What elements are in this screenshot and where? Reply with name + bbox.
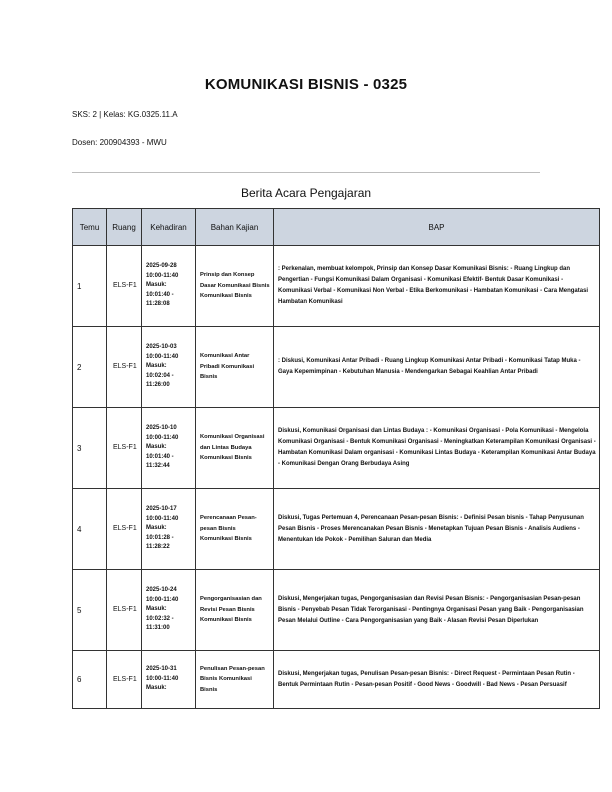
cell-kehadiran: 2025-10-03 10:00-11:40 Masuk: 10:02:04 - 11:26:00 bbox=[142, 327, 196, 408]
cell-bahan-kajian: Penulisan Pesan-pesan Bisnis Komunikasi Bisnis bbox=[196, 651, 274, 709]
cell-ruang: ELS-F1 bbox=[107, 408, 142, 489]
table-row bbox=[73, 327, 600, 408]
cell-bap: : Perkenalan, membuat kelompok, Prinsip dan Konsep Dasar Komunikasi Bisnis: - Ruang Lingkup dan Pengertian - Fungsi Komunikasi Dalam Organisasi - Komunikasi Efektif- Bentuk Dasar Komunikasi - Komunikasi Verbal - Komunikasi Non Verbal - Etika Berkomunikasi - Hambatan Komunikasi - Cara Mengatasi Hambatan Komunikasi bbox=[274, 246, 600, 327]
cell-bap: Diskusi, Mengerjakan tugas, Pengorganisasian dan Revisi Pesan Bisnis: - Pengorganisasian Pesan-pesan Bisnis - Penyebab Pesan Tidak Terorganisasi - Pentingnya Organisasi Pesan yang Baik - Pengorganisasian Pesan Melalui Outline - Cara Pengorganisasian yang Baik - Alasan Revisi Pesan Diperlukan bbox=[274, 570, 600, 651]
cell-bahan-kajian: Perencanaan Pesan-pesan Bisnis Komunikasi Bisnis bbox=[196, 489, 274, 570]
cell-temu: 1 bbox=[73, 246, 107, 327]
cell-bahan-kajian: Prinsip dan Konsep Dasar Komunikasi Bisnis Komunikasi Bisnis bbox=[196, 246, 274, 327]
cell-temu: 6 bbox=[73, 651, 107, 709]
column-header-ruang: Ruang bbox=[107, 209, 142, 246]
cell-bap: Diskusi, Mengerjakan tugas, Penulisan Pesan-pesan Bisnis: - Direct Request - Permintaan Pesan Rutin - Bentuk Permintaan Rutin - Pesan-pesan Positif - Good News - Goodwill - Bad News - Pesan Persuasif bbox=[274, 651, 600, 709]
table-row bbox=[73, 570, 600, 651]
cell-temu: 2 bbox=[73, 327, 107, 408]
bap-table bbox=[72, 208, 600, 709]
cell-bahan-kajian: Komunikasi Organisasi dan Lintas Budaya Komunikasi Bisnis bbox=[196, 408, 274, 489]
cell-bap: Diskusi, Komunikasi Organisasi dan Lintas Budaya : - Komunikasi Organisasi - Pola Komunikasi - Mengelola Komunikasi Organisasi - Bentuk Komunikasi Organisasi - Meningkatkan Keterampilan Komunikasi Organisasi - Hambatan Komunikasi Dalam organisasi - Komunikasi Lintas Budaya - Keterampilan Komunikasi Antar Budaya - Komunikasi Dengan Orang Berbudaya Asing bbox=[274, 408, 600, 489]
column-header-temu: Temu bbox=[73, 209, 107, 246]
cell-temu: 5 bbox=[73, 570, 107, 651]
section-title: Berita Acara Pengajaran bbox=[240, 186, 372, 200]
cell-bap: : Diskusi, Komunikasi Antar Pribadi - Ruang Lingkup Komunikasi Antar Pribadi - Komunikasi Tatap Muka - Gaya Kepemimpinan - Kebutuhan Manusia - Mendengarkan Sebagai Keahlian Antar Pribadi bbox=[274, 327, 600, 408]
column-header-bap: BAP bbox=[274, 209, 600, 246]
cell-bahan-kajian: Komunikasi Antar Pribadi Komunikasi Bisnis bbox=[196, 327, 274, 408]
lecturer-info: Dosen: 200904393 - MWU bbox=[72, 138, 167, 147]
cell-ruang: ELS-F1 bbox=[107, 489, 142, 570]
table-header-row bbox=[73, 209, 600, 246]
cell-ruang: ELS-F1 bbox=[107, 327, 142, 408]
cell-kehadiran: 2025-10-24 10:00-11:40 Masuk: 10:02:32 - 11:31:00 bbox=[142, 570, 196, 651]
divider bbox=[72, 172, 540, 173]
cell-kehadiran: 2025-10-10 10:00-11:40 Masuk: 10:01:40 - 11:32:44 bbox=[142, 408, 196, 489]
cell-kehadiran: 2025-10-17 10:00-11:40 Masuk: 10:01:28 - 11:28:22 bbox=[142, 489, 196, 570]
column-header-bahan-kajian: Bahan Kajian bbox=[196, 209, 274, 246]
cell-bahan-kajian: Pengorganisasian dan Revisi Pesan Bisnis Komunikasi Bisnis bbox=[196, 570, 274, 651]
cell-ruang: ELS-F1 bbox=[107, 651, 142, 709]
table-row bbox=[73, 246, 600, 327]
cell-ruang: ELS-F1 bbox=[107, 246, 142, 327]
cell-temu: 4 bbox=[73, 489, 107, 570]
cell-bap: Diskusi, Tugas Pertemuan 4, Perencanaan Pesan-pesan Bisnis: - Definisi Pesan bisnis - Tahap Penyusunan Pesan Bisnis - Proses Merencanakan Pesan Bisnis - Menetapkan Tujuan Pesan Bisnis - Analisis Audiens - Menentukan Ide Pokok - Pemilihan Saluran dan Media bbox=[274, 489, 600, 570]
cell-ruang: ELS-F1 bbox=[107, 570, 142, 651]
column-header-kehadiran: Kehadiran bbox=[142, 209, 196, 246]
cell-kehadiran: 2025-10-31 10:00-11:40 Masuk: bbox=[142, 651, 196, 709]
table-row bbox=[73, 489, 600, 570]
table-row bbox=[73, 651, 600, 709]
page-title: KOMUNIKASI BISNIS - 0325 bbox=[204, 76, 408, 93]
cell-temu: 3 bbox=[73, 408, 107, 489]
course-info: SKS: 2 | Kelas: KG.0325.11.A bbox=[72, 110, 178, 119]
table-row bbox=[73, 408, 600, 489]
cell-kehadiran: 2025-09-28 10:00-11:40 Masuk: 10:01:40 - 11:28:08 bbox=[142, 246, 196, 327]
